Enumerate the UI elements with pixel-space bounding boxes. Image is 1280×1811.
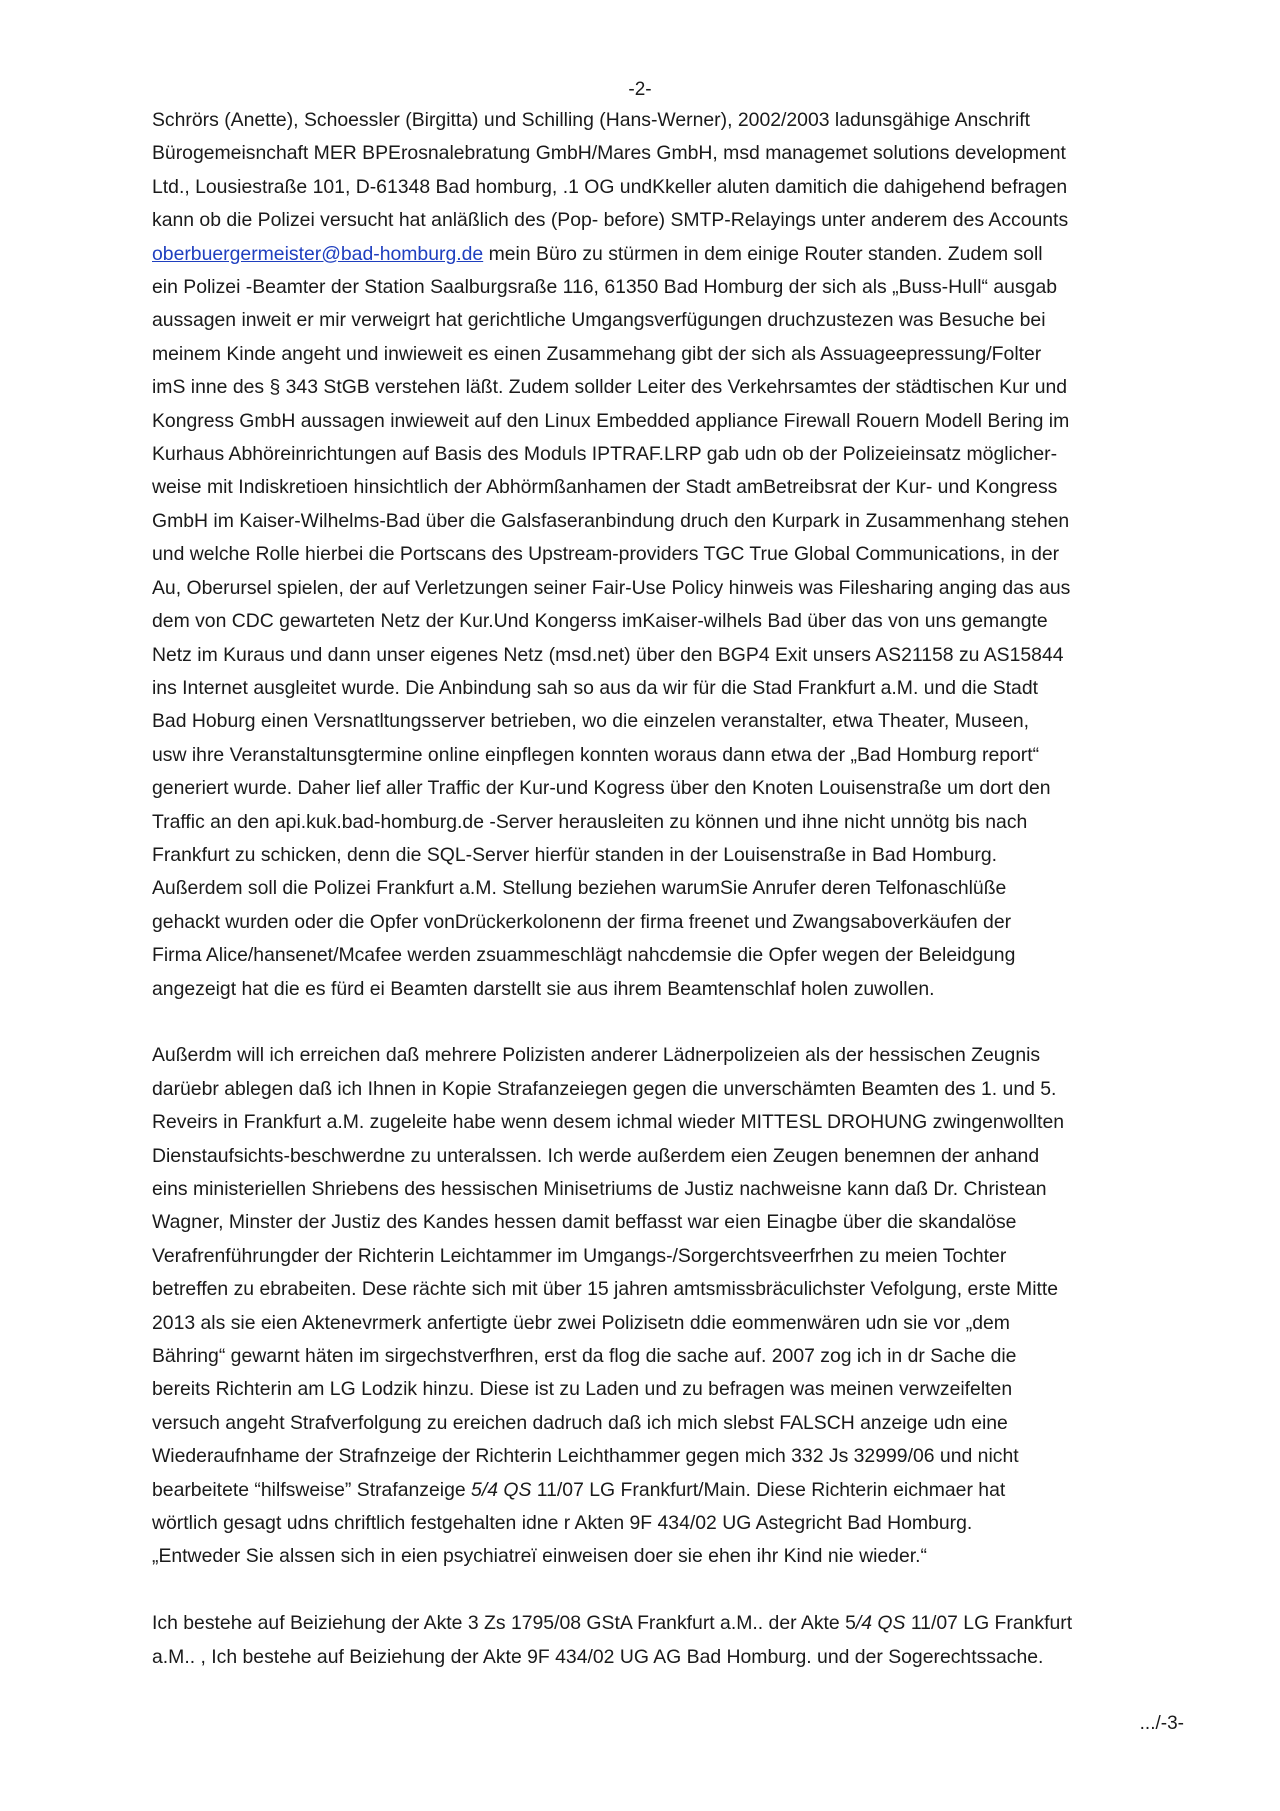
text-line: Firma Alice/hansenet/Mcafee werden zsuammeschlägt nahcdemsie die Opfer wegen der Beleidgung [152,944,1016,967]
text-line: Netz im Kuraus und dann unser eigenes Netz (msd.net) über den BGP4 Exit unsers AS21158 zu AS15844 [152,643,1064,666]
paragraph-gap [152,1006,1184,1039]
qs-line-post: 11/07 LG Frankfurt/Main. Diese Richterin eichmaer hat [531,1478,1006,1501]
text-line: Bürogemeisnchaft MER BPErosnalebratung GmbH/Mares GmbH, msd managemet solutions development [152,142,1066,165]
text-line: Verafrenführungder der Richterin Leichtammer im Umgangs-/Sorgerchtsveerfrhen zu meien Tochter [152,1244,1007,1267]
text-line: weise mit Indiskretioen hinsichtlich der Abhörmßanhamen der Stadt amBetreibsrat der Kur- und Kongress [152,476,1058,499]
text-line: Frankfurt zu schicken, denn die SQL-Server hierfür standen in der Louisenstraße in Bad Homburg. [152,843,997,866]
text-line: ein Polizei -Beamter der Station Saalburgsraße 116, 61350 Bad Homburg der sich als „Buss-Hull“ ausgab [152,276,1058,299]
text-line [152,1607,1184,1640]
text-line: wörtlich gesagt udns chriftlich festgehalten idne r Akten 9F 434/02 UG Astegricht Bad Homburg. [152,1512,973,1535]
paragraph-2 [152,1039,1184,1574]
akte-line-pre: Ich bestehe auf Beiziehung der Akte 3 Zs 1795/08 GStA Frankfurt a.M.. der Akte 5 [152,1612,856,1635]
text-line: eins ministeriellen Shriebens des hessischen Minisetriums de Justiz nachweisne kann daß Dr. Christean [152,1177,1047,1200]
document-body [152,104,1184,1674]
text-line: darüebr ablegen daß ich Ihnen in Kopie Strafanzeiegen gegen die unverschämten Beamten des 1. und 5. [152,1077,1057,1100]
qs-reference: 5/4 QS [471,1478,532,1501]
text-line: aussagen inweit er mir verweigrt hat gerichtliche Umgangsverfügungen druchzustezen was Besuche bei [152,309,1046,332]
text-line: meinem Kinde angeht und inwieweit es einen Zusammehang gibt der sich als Assuageepressung/Folter [152,342,1042,365]
qs-reference: /4 QS [855,1612,906,1635]
text-line: Traffic an den api.kuk.bad-homburg.de -Server herausleiten zu können und ihne nicht unnötg bis nach [152,810,1028,833]
text-line: usw ihre Veranstaltunsgtermine online einpflegen konnten woraus dann etwa der „Bad Homburg report“ [152,743,1040,766]
text-line: Wagner, Minster der Justiz des Kandes hessen damit beffasst war eien Einagbe über die skandalöse [152,1211,1017,1234]
text-line: GmbH im Kaiser-Wilhelms-Bad über die Galsfaseranbindung druch den Kurpark in Zusammenhang stehen [152,509,1070,532]
text-line: 2013 als sie eien Aktenevrmerk anfertigte üebr zwei Polizisetn ddie eommenwären udn sie vor „dem [152,1311,1010,1334]
text-line: Au, Oberursel spielen, der auf Verletzungen seiner Fair-Use Policy hinweis was Filesharing anging das aus [152,576,1071,599]
text-line: Dienstaufsichts-beschwerdne zu unteralssen. Ich werde außerdem eien Zeugen benemnen der anhand [152,1144,1040,1167]
text-line: generiert wurde. Daher lief aller Traffic der Kur-und Kogress über den Knoten Louisenstraße um dort den [152,777,1051,800]
text-line: dem von CDC gewarteten Netz der Kur.Und Kongerss imKaiser-wilhels Bad über das von uns gemangte [152,610,1048,633]
text-line: Bähring“ gewarnt häten im sirgechstverfhren, erst da flog die sache auf. 2007 zog ich in dr Sache die [152,1345,1017,1368]
text-line: „Entweder Sie alssen sich in eien psychiatreï einweisen doer sie ehen ihr Kind nie wieder.“ [152,1545,927,1568]
text-line: und welche Rolle hierbei die Portscans des Upstream-providers TGC True Global Communications, in der [152,543,1060,566]
text-line: Außerdm will ich erreichen daß mehrere Polizisten anderer Lädnerpolizeien als der hessischen Zeugnis [152,1044,1041,1067]
text-line: Außerdem soll die Polizei Frankfurt a.M. Stellung beziehen warumSie Anrufer deren Telfonaschlüße [152,877,1007,900]
text-line: Kurhaus Abhöreinrichtungen auf Basis des Moduls IPTRAF.LRP gab udn ob der Polizeieinsatz möglicher- [152,443,1058,466]
text-line [152,1474,1184,1507]
text-line: Schrörs (Anette), Schoessler (Birgitta) und Schilling (Hans-Werner), 2002/2003 ladunsgähige Anschrift [152,109,1031,131]
akte-line-post: 11/07 LG Frankfurt [905,1612,1073,1635]
text-line [152,238,1184,271]
text-line: betreffen zu ebrabeiten. Dese rächte sich mit über 15 jahren amtsmissbräculichster Vefolgung, erste Mitte [152,1278,1059,1301]
text-line: Wiederaufnhame der Strafnzeige der Richterin Leichthammer gegen mich 332 Js 32999/06 und nicht [152,1445,1019,1468]
text-line: a.M.. , Ich bestehe auf Beiziehung der Akte 9F 434/02 UG AG Bad Homburg. und der Sogerechtssache. [152,1645,1044,1668]
text-line: versuch angeht Strafverfolgung zu ereichen dadruch daß ich mich slebst FALSCH anzeige udn eine [152,1411,1008,1434]
text-line: gehackt wurden oder die Opfer vonDrückerkolonenn der firma freenet und Zwangsaboverkäufen der [152,910,1012,933]
paragraph-3 [152,1607,1184,1674]
paragraph-gap [152,1574,1184,1607]
text-line: Ltd., Lousiestraße 101, D-61348 Bad homburg, .1 OG undKkeller aluten damitich die dahigehend befragen [152,175,1068,198]
paragraph-1 [152,104,1184,1006]
page-number: -2- [628,79,652,100]
text-line: imS inne des § 343 StGB verstehen läßt. Zudem sollder Leiter des Verkehrsamtes der städtischen Kur und [152,376,1068,399]
email-line-rest: mein Büro zu stürmen in dem einige Router standen. Zudem soll [483,242,1043,265]
email-link[interactable]: oberbuergermeister@bad-homburg.de [152,242,484,265]
qs-line-pre: bearbeitete “hilfsweise” Strafanzeige [152,1478,472,1501]
text-line: kann ob die Polizei versucht hat anläßlich des (Pop- before) SMTP-Relayings unter anderem des Accounts [152,209,1069,232]
text-line: Bad Hoburg einen Versnatltungsserver betrieben, wo die einzelen veranstalter, etwa Theater, Museen, [152,710,1030,733]
text-line: ins Internet ausgleitet wurde. Die Anbindung sah so aus da wir für die Stad Frankfurt a.M. und die Stadt [152,676,1039,699]
text-line: angezeigt hat die es fürd ei Beamten darstellt sie aus ihrem Beamtenschlaf holen zuwollen. [152,977,935,1000]
text-line: Reveirs in Frankfurt a.M. zugeleite habe wenn desem ichmal wieder MITTESL DROHUNG zwingenwollten [152,1111,1065,1134]
text-line: Kongress GmbH aussagen inwieweit auf den Linux Embedded appliance Firewall Rouern Modell Bering im [152,409,1070,432]
text-line: bereits Richterin am LG Lodzik hinzu. Diese ist zu Laden und zu befragen was meinen verwzeifelten [152,1378,1013,1401]
next-page-marker: .../-3- [1139,1713,1184,1734]
